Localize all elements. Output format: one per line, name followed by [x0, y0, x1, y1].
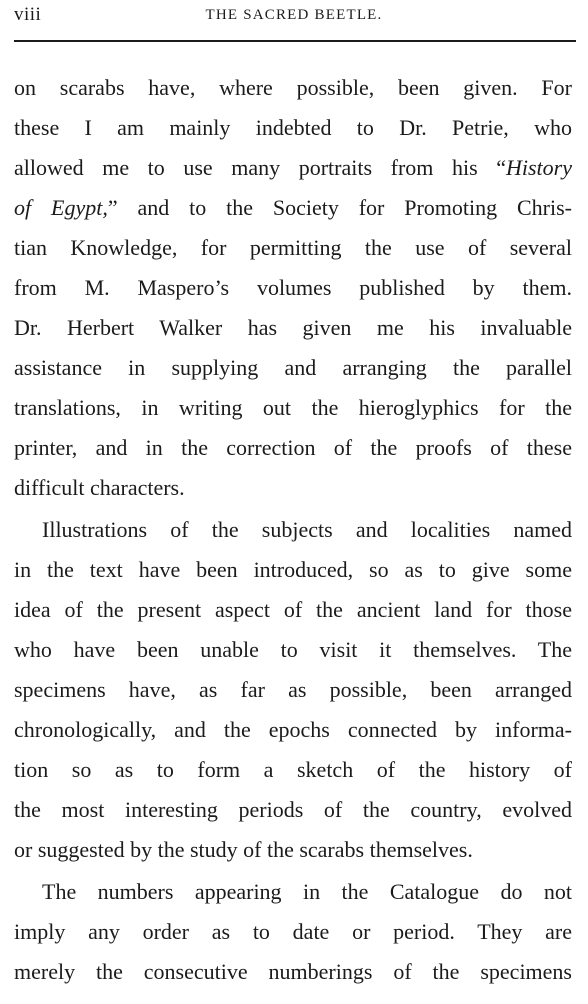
body-text: [14, 68, 572, 992]
italic-run: of: [14, 195, 51, 220]
text-line: assistance in supplying and arranging the parallel: [14, 355, 572, 380]
text-run: allowed me to use many portraits from his “: [14, 155, 506, 180]
text-line: merely the consecutive numberings of the specimens: [14, 959, 572, 984]
header-rule: [14, 40, 576, 42]
italic-run: Egypt,: [51, 195, 108, 220]
text-line: Illustrations of the subjects and localities named: [42, 517, 572, 542]
paragraph-2: [14, 510, 572, 870]
text-line: translations, in writing out the hieroglyphics for the: [14, 395, 572, 420]
text-line: [14, 188, 572, 228]
italic-book-title-continued: [14, 195, 108, 220]
text-line: tian Knowledge, for permitting the use of several: [14, 235, 572, 260]
text-line: on scarabs have, where possible, been given. For: [14, 75, 572, 100]
text-line: Dr. Herbert Walker has given me his invaluable: [14, 315, 572, 340]
text-line: chronologically, and the epochs connected by informa-: [14, 717, 572, 742]
text-line: idea of the present aspect of the ancient land for those: [14, 597, 572, 622]
text-run: ” and to the Society for Promoting Chris-: [107, 195, 572, 220]
text-line: difficult characters.: [14, 475, 185, 500]
text-line: printer, and in the correction of the proofs of these: [14, 435, 572, 460]
text-line: in the text have been introduced, so as to give some: [14, 557, 572, 582]
text-line: tion so as to form a sketch of the history of: [14, 757, 572, 782]
text-line: [14, 148, 572, 188]
running-title: THE SACRED BEETLE.: [205, 7, 383, 23]
page-header: [14, 4, 574, 32]
text-line: who have been unable to visit it themselves. The: [14, 637, 572, 662]
paragraph-1: [14, 68, 572, 508]
text-line: imply any order as to date or period. They are: [14, 919, 572, 944]
text-line: from M. Maspero’s volumes published by them.: [14, 275, 572, 300]
text-line: these I am mainly indebted to Dr. Petrie, who: [14, 115, 572, 140]
text-line: specimens have, as far as possible, been arranged: [14, 677, 572, 702]
page-number: viii: [14, 4, 42, 25]
paragraph-3: [14, 872, 572, 992]
text-line: or suggested by the study of the scarabs themselves.: [14, 837, 473, 862]
text-line: the most interesting periods of the country, evolved: [14, 797, 572, 822]
italic-book-title: History: [506, 155, 572, 180]
text-line: The numbers appearing in the Catalogue do not: [42, 879, 572, 904]
